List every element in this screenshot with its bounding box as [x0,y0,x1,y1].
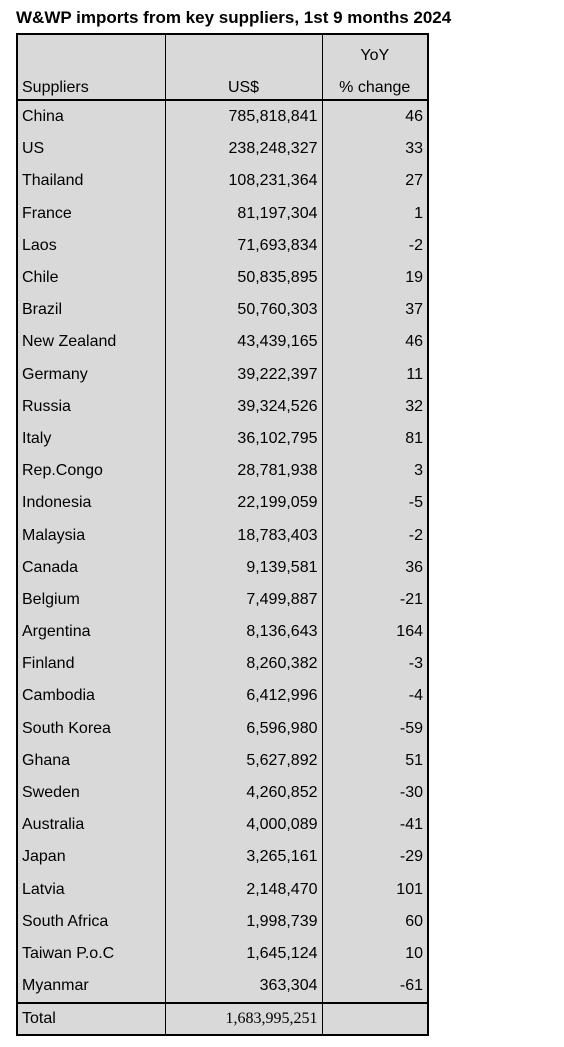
header-suppliers-top [17,34,165,65]
yoy-cell: 46 [322,326,428,358]
header-row [17,65,428,100]
supplier-cell: Argentina [17,616,165,648]
supplier-cell: Belgium [17,584,165,616]
yoy-cell: 37 [322,294,428,326]
total-yoy [322,1003,428,1035]
usd-cell: 36,102,795 [165,423,322,455]
supplier-cell: New Zealand [17,326,165,358]
usd-cell: 39,222,397 [165,359,322,391]
table-row [17,294,428,326]
table-row [17,230,428,262]
usd-cell: 50,835,895 [165,262,322,294]
table-row [17,391,428,423]
supplier-cell: Rep.Congo [17,455,165,487]
yoy-cell: -4 [322,680,428,712]
header-usd: US$ [165,65,322,100]
supplier-cell: Russia [17,391,165,423]
table-row [17,487,428,519]
usd-cell: 18,783,403 [165,519,322,551]
yoy-cell: -29 [322,841,428,873]
table-row [17,423,428,455]
header-suppliers: Suppliers [17,65,165,100]
supplier-cell: Malaysia [17,519,165,551]
supplier-cell: Latvia [17,874,165,906]
usd-cell: 8,260,382 [165,648,322,680]
yoy-cell: 33 [322,133,428,165]
table-row [17,938,428,970]
header-yoy-line1: YoY [322,34,428,65]
table-row [17,809,428,841]
supplier-cell: China [17,100,165,133]
usd-cell: 6,412,996 [165,680,322,712]
usd-cell: 785,818,841 [165,100,322,133]
usd-cell: 9,139,581 [165,552,322,584]
usd-cell: 39,324,526 [165,391,322,423]
usd-cell: 4,260,852 [165,777,322,809]
total-usd: 1,683,995,251 [165,1003,322,1035]
suppliers-table [16,33,429,1036]
usd-cell: 22,199,059 [165,487,322,519]
header-yoy-line2: % change [322,65,428,100]
supplier-cell: Ghana [17,745,165,777]
yoy-cell: -5 [322,487,428,519]
usd-cell: 8,136,643 [165,616,322,648]
table-row [17,841,428,873]
yoy-cell: -21 [322,584,428,616]
table-row [17,906,428,938]
supplier-cell: Australia [17,809,165,841]
yoy-cell: 11 [322,359,428,391]
supplier-cell: Sweden [17,777,165,809]
table-row [17,584,428,616]
yoy-cell: 32 [322,391,428,423]
yoy-cell: -30 [322,777,428,809]
supplier-cell: France [17,198,165,230]
table-row [17,519,428,551]
supplier-cell: Finland [17,648,165,680]
table-row [17,713,428,745]
table-row [17,100,428,133]
yoy-cell: 3 [322,455,428,487]
usd-cell: 43,439,165 [165,326,322,358]
table-row [17,262,428,294]
header-row-top [17,34,428,65]
supplier-cell: US [17,133,165,165]
usd-cell: 3,265,161 [165,841,322,873]
usd-cell: 7,499,887 [165,584,322,616]
yoy-cell: -3 [322,648,428,680]
supplier-cell: Taiwan P.o.C [17,938,165,970]
total-row [17,1003,428,1035]
usd-cell: 28,781,938 [165,455,322,487]
yoy-cell: 81 [322,423,428,455]
yoy-cell: -2 [322,519,428,551]
usd-cell: 363,304 [165,970,322,1003]
table-row [17,616,428,648]
yoy-cell: -41 [322,809,428,841]
supplier-cell: Thailand [17,165,165,197]
yoy-cell: -2 [322,230,428,262]
table-row [17,648,428,680]
usd-cell: 1,645,124 [165,938,322,970]
yoy-cell: 46 [322,100,428,133]
usd-cell: 5,627,892 [165,745,322,777]
table-row [17,455,428,487]
table-row [17,680,428,712]
usd-cell: 108,231,364 [165,165,322,197]
yoy-cell: 36 [322,552,428,584]
yoy-cell: 1 [322,198,428,230]
usd-cell: 71,693,834 [165,230,322,262]
usd-cell: 81,197,304 [165,198,322,230]
table-row [17,777,428,809]
yoy-cell: -59 [322,713,428,745]
yoy-cell: 60 [322,906,428,938]
yoy-cell: 27 [322,165,428,197]
table-row [17,326,428,358]
yoy-cell: -61 [322,970,428,1003]
usd-cell: 2,148,470 [165,874,322,906]
page-title: W&WP imports from key suppliers, 1st 9 months 2024 [16,8,452,27]
usd-cell: 238,248,327 [165,133,322,165]
usd-cell: 6,596,980 [165,713,322,745]
usd-cell: 50,760,303 [165,294,322,326]
header-usd-top [165,34,322,65]
supplier-cell: Chile [17,262,165,294]
supplier-cell: Cambodia [17,680,165,712]
yoy-cell: 101 [322,874,428,906]
usd-cell: 4,000,089 [165,809,322,841]
yoy-cell: 19 [322,262,428,294]
supplier-cell: Myanmar [17,970,165,1003]
supplier-cell: Italy [17,423,165,455]
supplier-cell: Laos [17,230,165,262]
usd-cell: 1,998,739 [165,906,322,938]
supplier-cell: Indonesia [17,487,165,519]
table-row [17,552,428,584]
table-row [17,165,428,197]
table-row [17,970,428,1003]
yoy-cell: 10 [322,938,428,970]
table-row [17,133,428,165]
yoy-cell: 51 [322,745,428,777]
table-row [17,745,428,777]
supplier-cell: South Korea [17,713,165,745]
table-row [17,359,428,391]
table-row [17,874,428,906]
total-label: Total [17,1003,165,1035]
yoy-cell: 164 [322,616,428,648]
supplier-cell: South Africa [17,906,165,938]
supplier-cell: Japan [17,841,165,873]
supplier-cell: Canada [17,552,165,584]
supplier-cell: Brazil [17,294,165,326]
table-row [17,198,428,230]
supplier-cell: Germany [17,359,165,391]
